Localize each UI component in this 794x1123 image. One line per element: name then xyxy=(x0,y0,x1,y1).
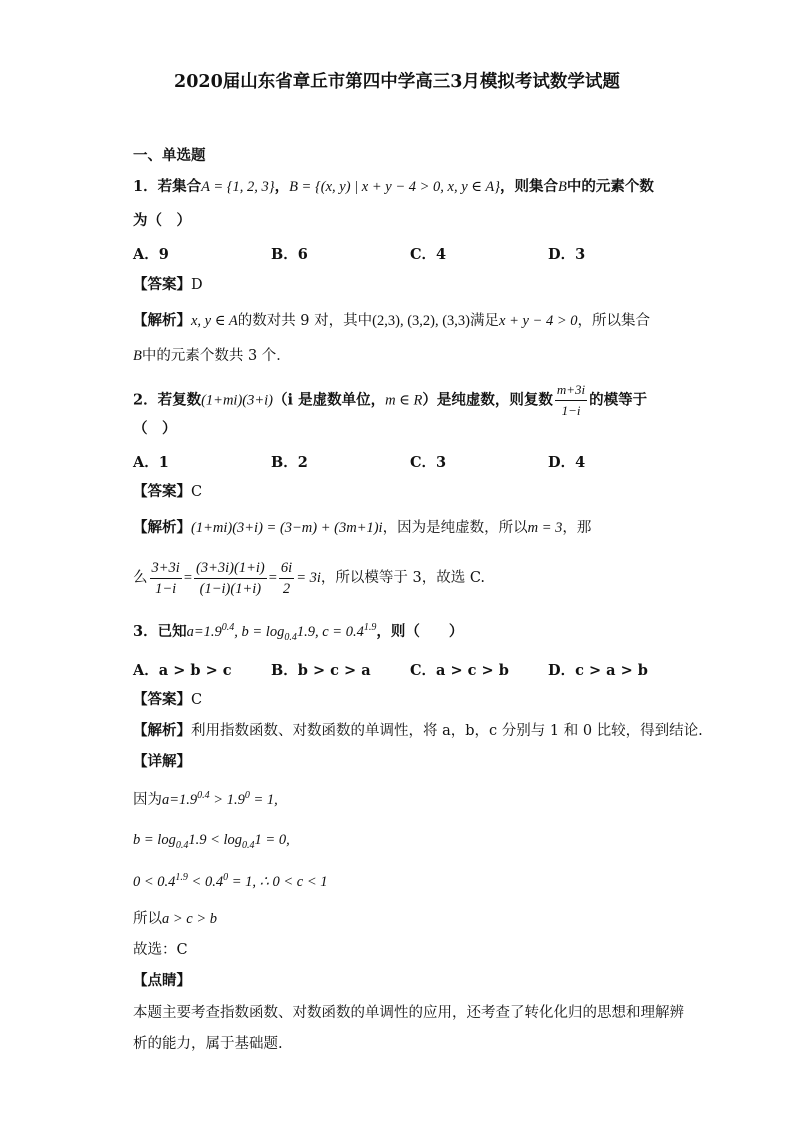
option-b: B．b > c > a xyxy=(271,662,371,679)
comment-line-1: 本题主要考查指数函数、对数函数的单调性的应用，还考查了转化化归的思想和理解辨 xyxy=(133,1005,684,1021)
detail-step-2: $b = \log_{0.4}1.9 < \log_{0.4}1 = 0$, xyxy=(133,832,290,851)
answer-value: C xyxy=(191,692,203,708)
fraction: $\frac{6i}{2}$ xyxy=(280,559,293,597)
option-a: A．a > b > c xyxy=(133,662,232,679)
analysis-line-2: 么 $\frac{3+3i}{1-i}$ = $\frac{(3+3i)(1+i)}{(1-i)(1+i)}$ = $\frac{6i}{2}$ = 3i，所以模等于 3，故选 C. xyxy=(133,559,486,597)
analysis-line: 【解析】(1+mi)(3+i) = (3−m) + (3m+1)i，因为是纯虚数，所以m = 3，那 xyxy=(133,519,592,536)
analysis-line-2: B中的元素个数共 3 个． xyxy=(133,348,291,364)
question-2-stem: 2．若复数(1+mi)(3+i)（i 是虚数单位，m ∈ R）是纯虚数，则复数 $\frac{m+3i}{1-i}$ 的模等于 xyxy=(133,382,648,418)
analysis-label: 【解析】 xyxy=(133,722,191,739)
detail-step-5: 故选：C xyxy=(133,942,188,958)
detail-label: 【详解】 xyxy=(133,753,191,770)
answer-label: 【答案】 xyxy=(133,276,191,293)
detail-step-4: 所以a > c > b xyxy=(133,911,218,927)
answer-label: 【答案】 xyxy=(133,691,191,708)
option-a: A．1 xyxy=(133,454,169,471)
answer-line xyxy=(133,482,202,502)
option-d: D．3 xyxy=(548,246,586,263)
page-title: 2020届山东省章丘市第四中学高三3月模拟考试数学试题 xyxy=(174,72,620,92)
question-number: 3． xyxy=(133,623,158,640)
comment-line-2: 析的能力，属于基础题. xyxy=(133,1036,283,1052)
option-d: D．4 xyxy=(548,454,586,471)
question-1-stem: 1．若集合A = {1, 2, 3}，B = {(x, y) | x + y − 4 > 0, x, y ∈ A}，则集合B中的元素个数 xyxy=(133,178,654,195)
option-d: D．c > a > b xyxy=(548,662,648,679)
analysis-label: 【解析】 xyxy=(133,519,191,536)
option-c: C．3 xyxy=(410,454,447,471)
analysis-label: 【解析】 xyxy=(133,312,191,329)
question-3-stem: 3．已知$a=1.9^{0.4}$, $b = \log_{0.4}1.9$, $c = 0.4^{1.9}$，则（ ） xyxy=(133,622,464,643)
detail-step-1: 因为$a=1.9^{0.4} > 1.9^0 = 1$, xyxy=(133,790,278,808)
fraction: $\frac{m+3i}{1-i}$ xyxy=(556,382,586,418)
set-a-expression: A = {1, 2, 3} xyxy=(201,179,275,195)
section-heading: 一、单选题 xyxy=(133,147,206,164)
question-1-stem-line2: 为（ ） xyxy=(133,212,191,229)
option-b: B．6 xyxy=(271,246,308,263)
comment-label: 【点睛】 xyxy=(133,972,191,989)
option-c: C．4 xyxy=(410,246,447,263)
answer-line xyxy=(133,275,203,295)
detail-step-3: $0 < 0.4^{1.9} < 0.4^0 = 1$, ∴ 0 < c < 1 xyxy=(133,872,328,890)
answer-label: 【答案】 xyxy=(133,483,191,500)
analysis-line: 【解析】利用指数函数、对数函数的单调性，将 a，b，c 分别与 1 和 0 比较，得到结论. xyxy=(133,722,703,739)
set-b-expression: B = {(x, y) | x + y − 4 > 0, x, y ∈ A} xyxy=(289,179,501,195)
option-b: B．2 xyxy=(271,454,308,471)
option-c: C．a > c > b xyxy=(410,662,509,679)
option-a: A．9 xyxy=(133,246,169,263)
question-number: 2． xyxy=(133,391,158,409)
answer-line xyxy=(133,690,202,710)
fraction: $\frac{3+3i}{1-i}$ xyxy=(151,559,180,597)
fraction: $\frac{(3+3i)(1+i)}{(1-i)(1+i)}$ xyxy=(196,559,265,597)
question-number: 1． xyxy=(133,178,158,195)
answer-value: C xyxy=(191,484,203,500)
analysis-line: 【解析】x, y ∈ A的数对共 9 对，其中(2,3), (3,2), (3,3)满足x + y − 4 > 0，所以集合 xyxy=(133,312,650,329)
answer-value: D xyxy=(191,277,203,293)
question-2-stem-line2: （ ） xyxy=(133,420,177,437)
